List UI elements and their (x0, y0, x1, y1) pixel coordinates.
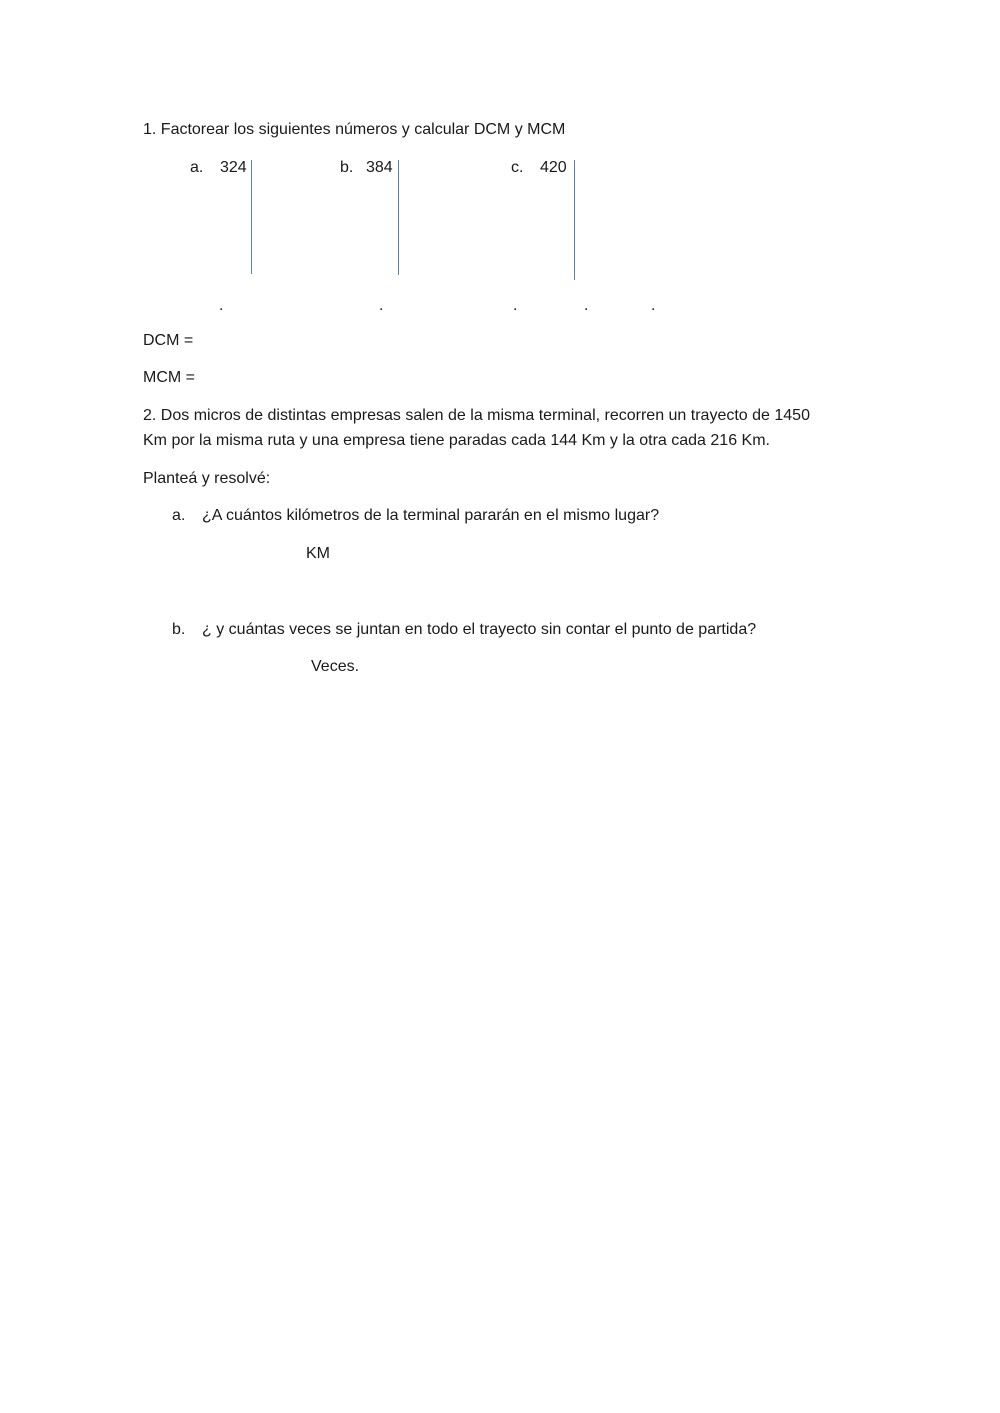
item-c-number: 420 (540, 159, 567, 176)
factor-line-b (398, 160, 399, 275)
item-b-number: 384 (366, 159, 393, 176)
exercise-2-line-2: Km por la misma ruta y una empresa tiene paradas cada 144 Km y la otra cada 216 Km. (143, 432, 770, 449)
dot-5: . (651, 297, 656, 314)
question-b-answer-unit: Veces. (311, 658, 360, 675)
question-a-marker: a. (172, 507, 186, 524)
item-b-marker: b. (340, 159, 354, 176)
exercise-2-instruction: Planteá y resolvé: (143, 470, 271, 487)
question-a-text: ¿A cuántos kilómetros de la terminal pararán en el mismo lugar? (202, 507, 660, 524)
exercise-1-title: 1. Factorear los siguientes números y calcular DCM y MCM (143, 121, 566, 138)
item-a-marker: a. (190, 159, 204, 176)
factor-line-c (574, 160, 575, 280)
exercise-2-line-1: 2. Dos micros de distintas empresas salen de la misma terminal, recorren un trayecto de 1450 (143, 407, 810, 424)
mcm-label: MCM = (143, 369, 195, 386)
dot-3: . (513, 297, 518, 314)
factor-line-a (251, 160, 252, 274)
dot-1: . (219, 297, 224, 314)
dot-4: . (584, 297, 589, 314)
dot-2: . (379, 297, 384, 314)
item-c-marker: c. (511, 159, 524, 176)
item-a-number: 324 (220, 159, 247, 176)
dcm-label: DCM = (143, 332, 194, 349)
question-b-text: ¿ y cuántas veces se juntan en todo el trayecto sin contar el punto de partida? (202, 621, 757, 638)
question-b-marker: b. (172, 621, 186, 638)
question-a-answer-unit: KM (306, 545, 330, 562)
